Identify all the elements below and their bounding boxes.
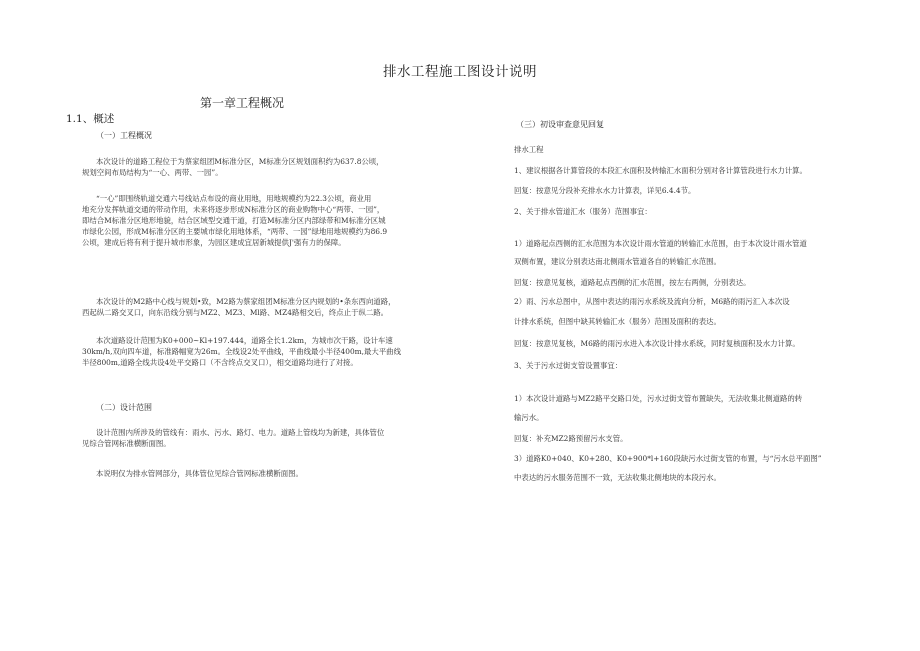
paragraph-note <box>82 468 303 479</box>
text-line: 公顷，建成后将有利于提升城市形象，为园区建成宜居新城提供J'强有力的保障。 <box>82 238 346 247</box>
text-line-reply1: 回复：按意见分段补充排水水力计算表，详见6.4.4节。 <box>514 186 696 195</box>
paragraph-location <box>82 156 384 178</box>
text-line: 即结合M标准分区地形地貌，结合区域型交通干道，打造M标准分区内部绿带和M标准分区城 <box>82 216 386 225</box>
text-line: 西起纵二路交叉口，向东沿线分别与MZ2、MZ3、Ml路、MZ4路相交后，终点止于纵二路。 <box>82 308 389 317</box>
text-line: 本次设计的M2路中心线与规划•致，M2路为蔡家组团M标准分区内规划的•条东西向道路， <box>96 297 396 306</box>
text-line-reply3-1: 回复：补充MZ2路预留污水支管。 <box>514 434 628 443</box>
subsection-heading-scope: （二）设计范围 <box>96 403 152 412</box>
text-line: 市绿化公园，形成M标准分区的主要城市绿化用地体系，“两带、一园”绿地用地规模约为86.9 <box>82 227 388 236</box>
text-line: 规划空间布局结构为“一心、两带、一园”。 <box>82 168 223 177</box>
text-line-drainage: 排水工程 <box>514 145 544 154</box>
text-line-item2: 2、关于排水管道汇水（服务）范围事宜： <box>514 207 652 216</box>
text-line-reply2-2: 回复：按意见复核，M6路的雨污水进入本次设计排水系统，同时复核面积及水力计算。 <box>514 339 800 348</box>
text-line: “一心”即围绕轨道交通六号线站点布设的商业用地，用地规模约为22.3公顷，商业用 <box>96 194 372 203</box>
text-line: 本次设计的道路工程位于为蔡家组团M标准分区，M标准分区规划面积约为637.8公顷， <box>96 157 384 166</box>
paragraph-road-range <box>82 335 401 368</box>
text-line: 本次道路设计范围为K0+000~Kl+197.444，道路全长1.2km，为城市次干路，设计车速 <box>96 336 393 345</box>
text-line-item2-1b: 双侧布置，建议分别表达南北侧雨水管道各自的转输汇水范围。 <box>514 257 721 266</box>
text-line-reply2-1: 回复：按意见复核，道路起点西侧的汇水范围，按左右两侧，分别表达。 <box>514 278 751 287</box>
text-line: 设计范围内所涉及的管线有：雨水、污水、路灯、电力。道路上管线均为新建，具体管位 <box>96 428 385 437</box>
text-line-item2-2b: 计排水系统，但图中缺其转输汇水（服务）范围及面积的表达。 <box>514 317 721 326</box>
text-line-item3-3b: 中表达的污水服务范围不一致，无法收集北侧地块的本段污水。 <box>514 473 721 482</box>
paragraph-centerline <box>82 296 396 318</box>
text-line-item2-1a: 1）道路起点西侧的汇水范围为本次设计雨水管道的转输汇水范围，由于本次设计雨水管道 <box>514 239 807 248</box>
text-line: 本说明仅为排水管网部分，具体管位见综合管网标准横断面图。 <box>96 469 303 478</box>
subsection-heading-overview: （一）工程概况 <box>96 131 152 140</box>
text-line-item3-3a: 3）道路K0+040、K0+280、K0+900*l+160段缺污水过街支管的布置，与“污水总平面图” <box>514 454 822 463</box>
section-heading: 1.1、概述 <box>66 113 115 125</box>
text-line: 半径800m,道路全线共设4处平交路口（不含终点交叉口），相交道路均进行了对接。 <box>82 358 358 367</box>
text-line: 30km/h,双向四车道，标准路幅宽为26m。全线设2处平曲线，平曲线最小半径400m,最大平曲线 <box>82 347 401 356</box>
text-line-item3: 3、关于污水过街支管设置事宜： <box>514 361 623 370</box>
text-line: 见综合管网标准横断面图。 <box>82 439 171 448</box>
text-line-item2-2a: 2）雨、污水总图中，从图中表达的雨污水系统及流向分析，M6路的雨污汇入本次设 <box>514 297 790 306</box>
paragraph-layout <box>82 193 387 248</box>
document-title: 排水工程施工图设计说明 <box>383 64 537 80</box>
text-line-item1: 1、建议根据各计算管段的本段汇水面积及转输汇水面积分别对各计算管段进行水力计算。 <box>514 166 807 175</box>
paragraph-scope <box>82 427 384 449</box>
subsection-heading-review-reply: （三）初设审查意见回复 <box>516 120 604 129</box>
text-line-item3-1b: 输污水。 <box>514 413 544 422</box>
text-line-item3-1a: 1）本次设计道路与MZ2路平交路口处，污水过街支管布置缺失，无法收集北侧道路的转 <box>514 394 803 403</box>
chapter-title: 第一章工程概况 <box>200 96 285 110</box>
text-line: 地充分发挥轨道交通的带动作用，未来将逐步形成N标准分区的商业购物中心“两带、一园”， <box>82 205 385 214</box>
